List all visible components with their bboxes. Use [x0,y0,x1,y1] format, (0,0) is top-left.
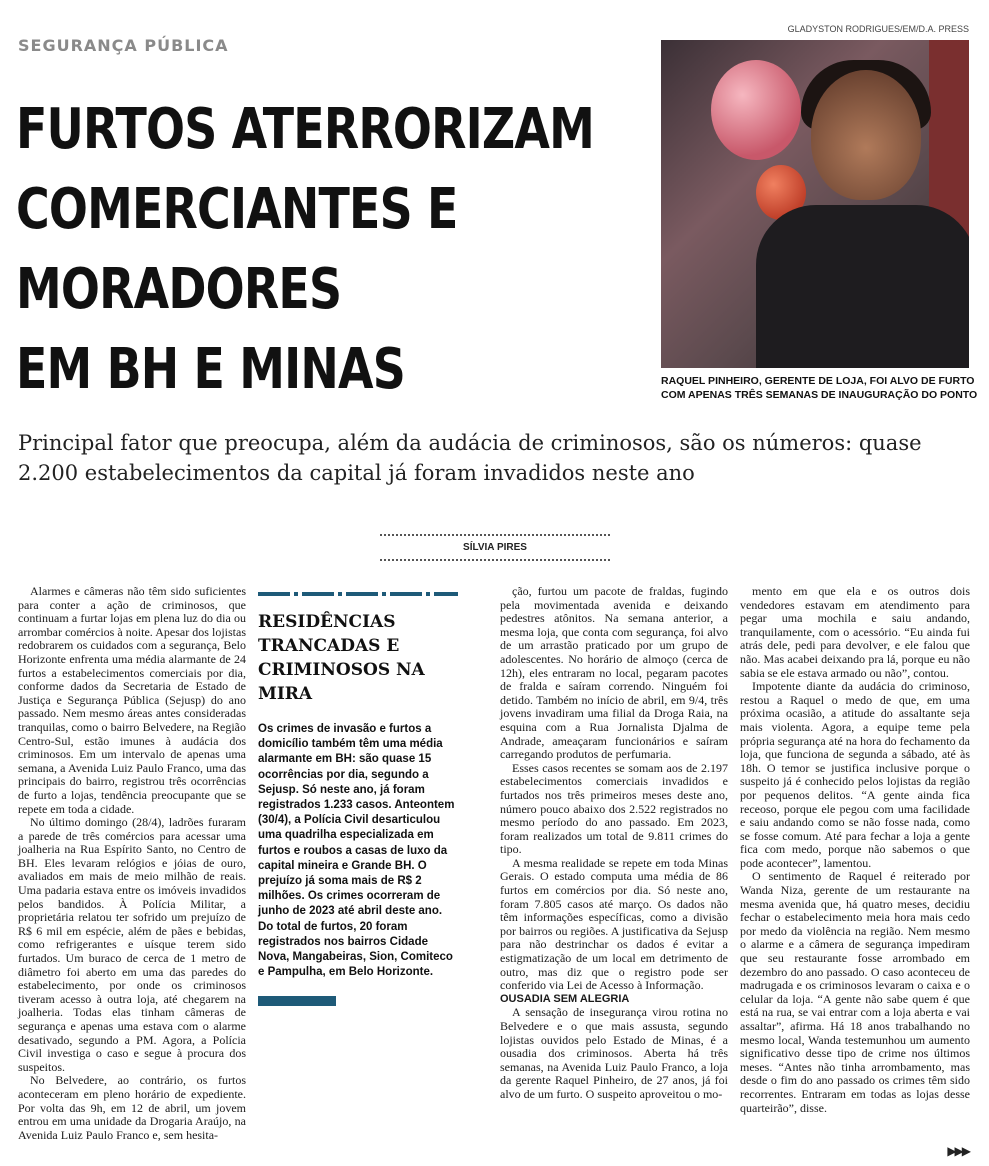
section-subhead: OUSADIA SEM ALEGRIA [500,992,630,1005]
box-title: RESIDÊNCIAS TRANCADAS E CRIMINOSOS NA MIRA [258,612,425,704]
headline-line: MORADORES [16,257,342,322]
paragraph: Alarmes e câmeras não têm sido suficientes para conter a ação de criminosos, que continuam a furtar lojas em plena luz do dia ou arrombar comércios à noite. Apesar dos lojistas redobrarem os cuidados com a segurança, Belo Horizonte enfrenta uma média alarmante de 24 furtos a estabelecimentos comerciais por dia, conforme dados da Secretaria de Estado de Justiça e Segurança Pública (Sejusp) do ano passado. Nem mesmo áreas antes consideradas tranquilas, como o bairro Belvedere, na Região Centro-Sul, estão imunes à audácia dos criminosos. Em um intervalo de apenas uma semana, a Avenida Luiz Paulo Franco, uma das principais do bairro, registrou três ocorrências de furto a lojas, tendência preocupante que se repete em toda a cidade. [18,584,246,816]
box-body: Os crimes de invasão e furtos a domicílio também têm uma média alarmante em BH: são quase 15 ocorrências por dia, segundo a Sejusp. Só neste ano, já foram registrados 1.233 casos. Anteontem (30/4), a Polícia Civil desarticulou uma quadrilha especializada em furtos e roubos a casas de luxo da capital mineira e Grande BH. O prejuízo já soma mais de R$ 2 milhões. Os crimes ocorreram de junho de 2023 até abril deste ano. Do total de furtos, 20 foram registrados nos bairros Cidade Nova, Mangabeiras, Sion, Comiteco e Pampulha, em Belo Horizonte. [258,723,455,979]
headline [16,90,595,410]
article-subtitle: Principal fator que preocupa, além da audácia de criminosos, são os números: quase 2.200 estabelecimentos da capital já foram invadidos neste ano [18,431,922,485]
author-byline [380,534,610,561]
person-body [756,205,969,368]
sidebar-box [258,592,458,1006]
article-column-4 [740,585,970,1115]
photo-caption: RAQUEL PINHEIRO, GERENTE DE LOJA, FOI ALVO DE FURTO COM APENAS TRÊS SEMANAS DE INAUGURAÇÃO DO PONTO [661,375,978,401]
author-name: SÍLVIA PIRES [463,542,527,553]
headline-line: FURTOS ATERRORIZAM [16,97,595,162]
photo-credit: GLADYSTON RODRIGUES/EM/D.A. PRESS [787,24,969,34]
paragraph: O sentimento de Raquel é reiterado por Wanda Niza, gerente de um restaurante na mesma avenida que, há quatro meses, decidiu fechar o estabelecimento meia hora mais cedo por medo da violência na região. Nem mesmo o alarme e a câmera de segurança impediram que seu restaurante fosse arrombado em dezembro do ano passado. O caso aconteceu de madrugada e os criminosos levaram o caixa e o celular da loja. “A gente não sabe quem é que está na rua, se vai entrar com a loja aberta e vai assaltar”, afirma. Há 18 anos trabalhando no mesmo local, Wanda testemunhou um aumento significativo desse tipo de crime nos últimos meses. “Antes não tinha arrombamento, mas desde o fim do ano passado os crimes têm sido recorrentes. Entraram em todas as lojas desse quarteirão”, disse. [740,869,970,1115]
news-photo [661,40,969,368]
box-top-rule [258,592,458,596]
paragraph: A sensação de insegurança virou rotina no Belvedere e o que mais assusta, segundo lojistas ouvidos pelo Estado de Minas, é a ousadia dos criminosos. Aberta há três semanas, na Avenida Luiz Paulo Franco, a loja da gerente Raquel Pinheiro, de 27 anos, já foi alvo de um furto. O suspeito aproveitou o mo- [500,1005,728,1101]
paragraph: mento em que ela e os outros dois vendedores estavam em atendimento para pegar uma mochila e saiu andando, tranquilamente, com o acessório. “Eu ainda fui atrás dele, pedi para devolver, e ele falou que não. Mas acabei deixando pra lá, porque eu não sabia se ele estava armado ou não”, contou. [740,584,970,680]
paragraph: ção, furtou um pacote de fraldas, fugindo pela movimentada avenida e deixando pedestres atônitos. Na semana anterior, a mesma loja, que conta com segurança, foi alvo de um arrastão praticado por um grupo de adolescentes. No horário de almoço (cerca de 12h), eles entraram no local, pegaram pacotes de fralda e saíram correndo. Ninguém foi detido. Também no início de abril, em 9/4, três jovens invadiram uma filial da Droga Raia, na esquina com a Rua Jornalista Djalma de Andrade, ameaçaram funcionários e saíram carregando produtos de perfumaria. [500,584,728,762]
headline-line: EM BH E MINAS [16,337,405,402]
paragraph: No Belvedere, ao contrário, os furtos aconteceram em pleno horário de expediente. Por volta das 9h, em 12 de abril, um jovem entrou em uma unidade da Drogaria Araújo, na Avenida Luiz Paulo Franco e, sem hesita- [18,1073,246,1142]
paragraph: No último domingo (28/4), ladrões furaram a parede de três comércios para acessar uma joalheria na Rua Espírito Santo, no Centro de BH. Eles levaram relógios e jóias de ouro, avaliados em mais de meio milhão de reais. Uma padaria estava entre os imóveis invadidos pelos bandidos. À Polícia Militar, a proprietária relatou ter sofrido um prejuízo de R$ 6 mil em espécie, além de pães e bebidas, como refrigerantes e uísque terem sido furtados. Um buraco de cerca de 1 metro de diâmetro foi aberto em uma das paredes do estabelecimento, por onde os criminosos tiveram acesso à outra loja, até chegarem na joalheria. Todas elas tinham câmeras de segurança e apenas uma estava com o alarme desativado, segundo a PM. Agora, a Polícia Civil investiga o caso e segue à procura dos suspeitos. [18,815,246,1074]
section-label: SEGURANÇA PÚBLICA [18,36,229,55]
paragraph: Impotente diante da audácia do criminoso, restou a Raquel o medo de que, em uma próxima ocasião, a atitude do assaltante seja mais violenta. Agora, a equipe teme pela própria segurança até na hora do fechamento da loja, que funciona de segunda a sábado, até às 18h. O temor se justifica inclusive porque o suspeito já é conhecido pelos lojistas da região por pequenos delitos. “A gente ainda fica receoso, porque ele pegou com uma facilidade e saiu andando como se não fosse nada, como se fosse comum. Até para fechar a loja a gente fica com medo, porque não sabemos o que pode acontecer”, lamentou. [740,679,970,870]
balloon-shape [711,60,801,160]
paragraph: A mesma realidade se repete em toda Minas Gerais. O estado computa uma média de 86 furtos em comércios por dia. Só neste ano, foram 7.805 casos até março. Os dados não têm informações específicas, como a divisão por bairros ou regiões. A justificativa da Sejusp para não destrinchar os dados é evitar a estigmatização de um local em detrimento de outro, mas diz que o registro pode ser conferido via Lei de Acesso à Informação. [500,855,728,993]
article-column-3 [500,585,728,1102]
paragraph: Esses casos recentes se somam aos de 2.197 estabelecimentos comerciais invadidos e furtados nos três primeiros meses deste ano, número pouco abaixo dos 2.522 registrados no mesmo período do ano passado. Em 2023, foram realizados um total de 9.811 crimes do tipo. [500,760,728,857]
article-column-1 [18,585,246,1142]
box-bottom-rule [258,996,336,1006]
headline-line: COMERCIANTES E [16,177,458,242]
person-head [811,70,921,200]
continue-arrows-icon: ▶▶▶ [947,1144,969,1158]
